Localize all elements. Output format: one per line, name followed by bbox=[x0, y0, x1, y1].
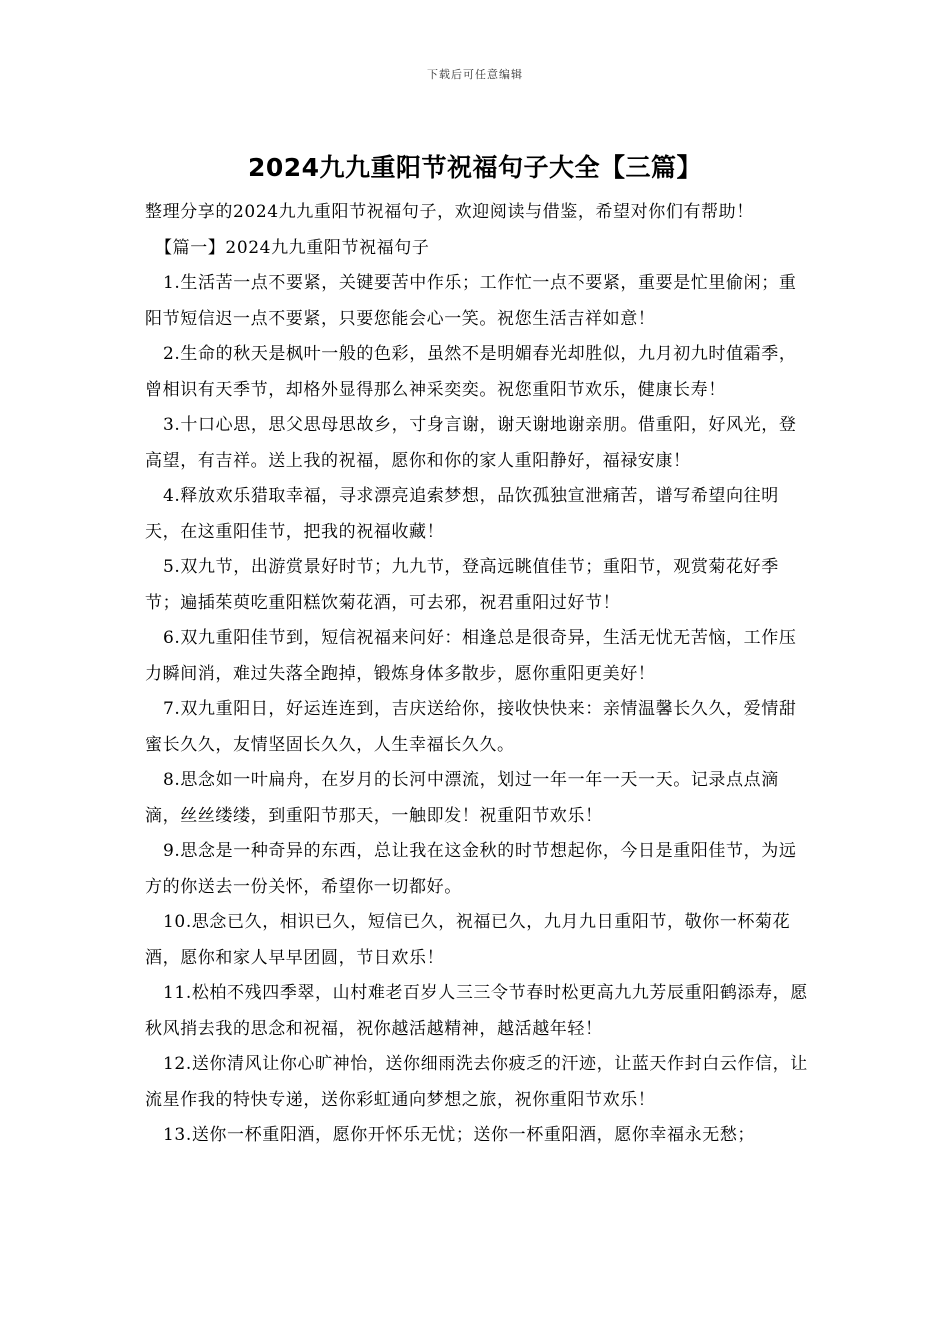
header-note: 下载后可任意编辑 bbox=[427, 68, 523, 81]
list-item: 12.送你清风让你心旷神怡，送你细雨洗去你疲乏的汗迹，让蓝天作封白云作信，让流星作我的特快专递，送你彩虹通向梦想之旅，祝你重阳节欢乐！ bbox=[145, 1054, 808, 1110]
list-item: 13.送你一杯重阳酒，愿你开怀乐无忧；送你一杯重阳酒，愿你幸福永无愁； bbox=[163, 1125, 756, 1145]
list-item: 2.生命的秋天是枫叶一般的色彩，虽然不是明媚春光却胜似，九月初九时值霜季，曾相识有天季节，却格外显得那么神采奕奕。祝您重阳节欢乐，健康长寿！ bbox=[145, 344, 797, 400]
list-item: 8.思念如一叶扁舟，在岁月的长河中漂流，划过一年一年一天一天。记录点点滴滴，丝丝缕缕，到重阳节那天，一触即发！祝重阳节欢乐！ bbox=[145, 770, 779, 826]
page-title: 2024九九重阳节祝福句子大全【三篇】 bbox=[247, 153, 703, 182]
list-item: 9.思念是一种奇异的东西，总让我在这金秋的时节想起你，今日是重阳佳节，为远方的你送去一份关怀，希望你一切都好。 bbox=[145, 841, 797, 897]
intro-paragraph: 整理分享的2024九九重阳节祝福句子，欢迎阅读与借鉴，希望对你们有帮助！ bbox=[145, 202, 754, 222]
list-item: 4.释放欢乐猎取幸福，寻求漂亮追索梦想，品饮孤独宣泄痛苦，谱写希望向往明天，在这重阳佳节，把我的祝福收藏！ bbox=[145, 486, 779, 542]
document-body bbox=[145, 195, 813, 1154]
list-item: 1.生活苦一点不要紧，关键要苦中作乐；工作忙一点不要紧，重要是忙里偷闲；重阳节短信迟一点不要紧，只要您能会心一笑。祝您生活吉祥如意！ bbox=[145, 273, 797, 329]
list-item: 7.双九重阳日，好运连连到，吉庆送给你，接收快快来：亲情温馨长久久，爱情甜蜜长久久，友情坚固长久久，人生幸福长久久。 bbox=[145, 699, 797, 755]
list-item: 10.思念已久，相识已久，短信已久，祝福已久，九月九日重阳节，敬你一杯菊花酒，愿你和家人早早团圆，节日欢乐！ bbox=[145, 912, 791, 968]
list-item: 11.松柏不残四季翠，山村难老百岁人三三令节春时松更高九九芳辰重阳鹤添寿，愿秋风捎去我的思念和祝福，祝你越活越精神，越活越年轻！ bbox=[145, 983, 808, 1039]
list-item: 6.双九重阳佳节到，短信祝福来问好：相逢总是很奇异，生活无忧无苦恼，工作压力瞬间消，难过失落全跑掉，锻炼身体多散步，愿你重阳更美好！ bbox=[145, 628, 797, 684]
list-item: 3.十口心思，思父思母思故乡，寸身言谢，谢天谢地谢亲朋。借重阳，好风光，登高望，有吉祥。送上我的祝福，愿你和你的家人重阳静好，福禄安康！ bbox=[145, 415, 797, 471]
list-item: 5.双九节，出游赏景好时节；九九节，登高远眺值佳节；重阳节，观赏菊花好季节；遍插茱萸吃重阳糕饮菊花酒，可去邪，祝君重阳过好节！ bbox=[145, 557, 779, 613]
section-heading: 【篇一】2024九九重阳节祝福句子 bbox=[155, 237, 430, 258]
